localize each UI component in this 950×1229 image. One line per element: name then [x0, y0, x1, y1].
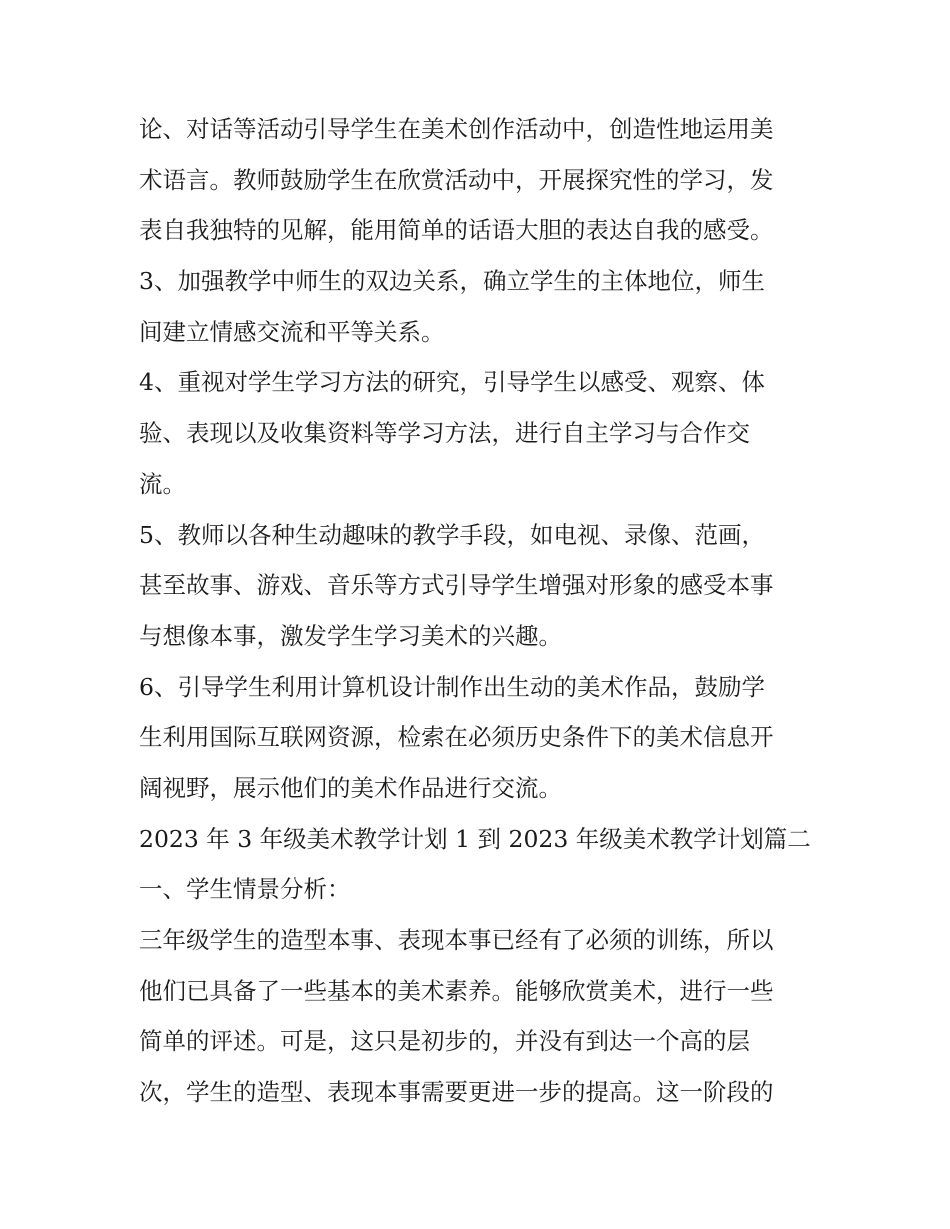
text-line: 3、加强教学中师生的双边关系，确立学生的主体地位，师生: [139, 267, 765, 296]
text-line: 流。: [139, 469, 186, 498]
text-line: 5、教师以各种生动趣味的教学手段，如电视、录像、范画，: [139, 520, 765, 549]
text-line: 论、对话等活动引导学生在美术创作活动中，创造性地运用美: [139, 115, 774, 143]
text-line: 甚至故事、游戏、音乐等方式引导学生增强对形象的感受本事: [139, 571, 774, 600]
text-line: 阔视野，展示他们的美术作品进行交流。: [139, 773, 562, 802]
text-line: 简单的评述。可是，这只是初步的，并没有到达一个高的层: [139, 1027, 750, 1056]
text-line: 与想像本事，激发学生学习美术的兴趣。: [139, 621, 562, 650]
text-line: 次，学生的造型、表现本事需要更进一步的提高。这一阶段的: [139, 1078, 774, 1107]
text-line: 间建立情感交流和平等关系。: [139, 317, 445, 346]
text-line: 生利用国际互联网资源，检索在必须历史条件下的美术信息开: [139, 723, 774, 752]
document-body: [139, 104, 819, 1118]
text-line: 验、表现以及收集资料等学习方法，进行自主学习与合作交: [139, 419, 750, 448]
text-line: 术语言。教师鼓励学生在欣赏活动中，开展探究性的学习，发: [139, 165, 774, 194]
subsection-heading: 一、学生情景分析：: [139, 875, 351, 904]
text-line: 他们已具备了一些基本的美术素养。能够欣赏美术，进行一些: [139, 976, 774, 1005]
text-line: 三年级学生的造型本事、表现本事已经有了必须的训练，所以: [139, 926, 774, 954]
text-line: 6、引导学生利用计算机设计制作出生动的美术作品，鼓励学: [139, 672, 765, 701]
text-line: 4、重视对学生学习方法的研究，引导学生以感受、观察、体: [139, 368, 765, 397]
text-line: 表自我独特的见解，能用简单的话语大胆的表达自我的感受。: [139, 216, 774, 245]
section-heading: 2023 年 3 年级美术教学计划 1 到 2023 年级美术教学计划篇二: [139, 824, 811, 853]
